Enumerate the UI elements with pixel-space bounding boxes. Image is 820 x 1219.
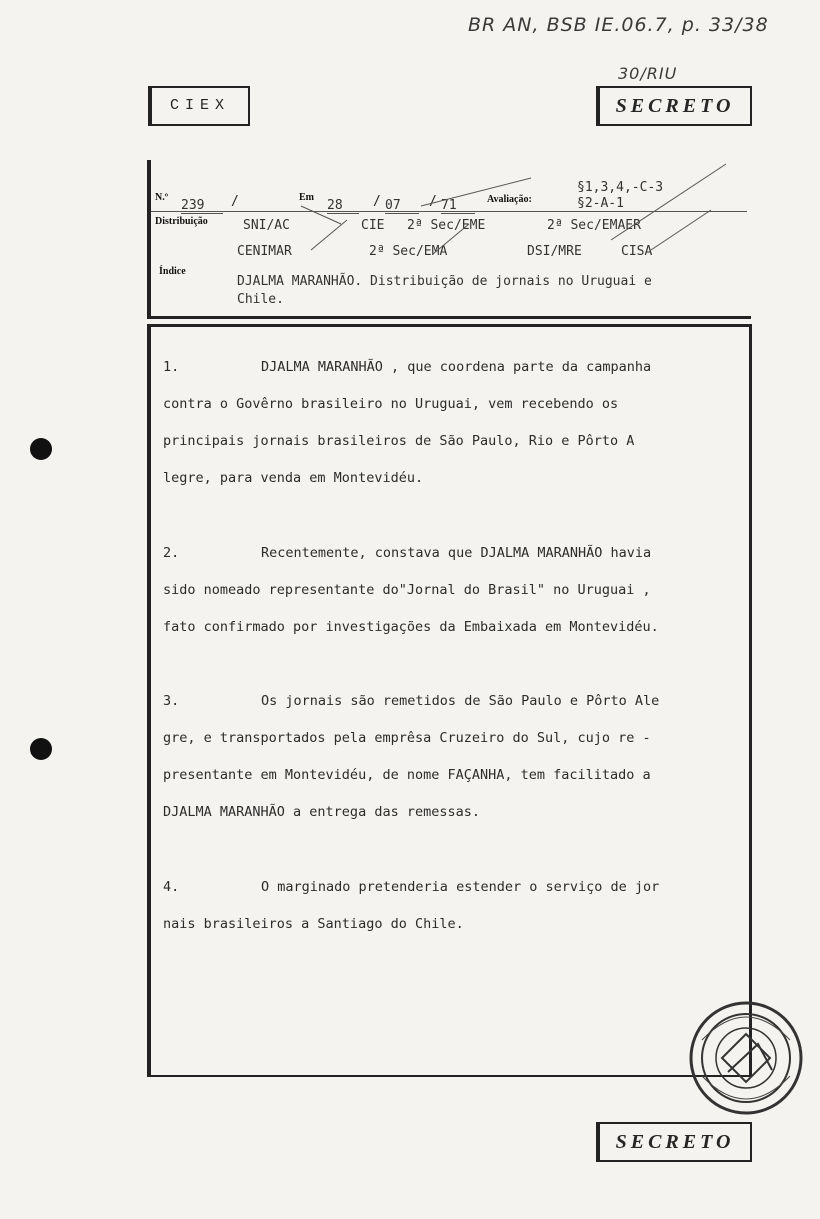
- paragraph-line: sido nomeado representante do"Jornal do Brasil" no Uruguai ,: [163, 582, 651, 598]
- dist-eme: 2ª Sec/EME: [407, 218, 486, 233]
- date-slash-1: /: [373, 194, 381, 209]
- paragraph-line: fato confirmado por investigações da Embaixada em Montevidéu.: [163, 619, 659, 635]
- paragraph-line: gre, e transportados pela emprêsa Cruzeiro do Sul, cujo re -: [163, 730, 651, 746]
- date-day: 28: [327, 198, 359, 214]
- date-year: 71: [441, 198, 475, 214]
- avaliacao-line-2: §2-A-1: [577, 196, 624, 211]
- paragraph-line: principais jornais brasileiros de São Paulo, Rio e Pôrto A: [163, 433, 635, 449]
- archive-reference: BR AN, BSB IE.06.7, p. 33/38: [468, 14, 769, 36]
- document-header: [147, 160, 751, 319]
- paragraph-4: [163, 869, 733, 943]
- numero-slash: /: [231, 194, 239, 209]
- paragraph-number: 3.: [163, 693, 180, 709]
- dist-cenimar: CENIMAR: [237, 244, 292, 259]
- indice-line-1: DJALMA MARANHÃO. Distribuição de jornais no Uruguai e: [237, 274, 652, 289]
- indice-line-2: Chile.: [237, 292, 284, 307]
- paragraph-line: presentante em Montevidéu, de nome FAÇANHA, tem facilitado a: [163, 767, 651, 783]
- dist-dsi: DSI/MRE: [527, 244, 582, 259]
- paragraph-line: DJALMA MARANHÃO a entrega das remessas.: [163, 804, 480, 820]
- paragraph-number: 2.: [163, 545, 180, 561]
- paragraph-line: legre, para venda em Montevidéu.: [163, 470, 424, 486]
- numero-value: 239: [181, 198, 223, 214]
- dist-ema: 2ª Sec/EMA: [369, 244, 448, 259]
- paragraph-line: Recentemente, constava que DJALMA MARANHÃO havia: [261, 545, 652, 561]
- paragraph-number: 1.: [163, 359, 180, 375]
- dist-sni: SNI/AC: [243, 218, 290, 233]
- punch-hole-bottom: [30, 738, 52, 760]
- archive-note: 30/RIU: [618, 64, 678, 83]
- paragraph-2: [163, 535, 733, 646]
- avaliacao-label: Avaliação:: [487, 194, 532, 205]
- paragraph-line: nais brasileiros a Santiago do Chile.: [163, 916, 464, 932]
- stamp-seal: [688, 1000, 804, 1116]
- numero-label: N.º: [155, 192, 169, 203]
- dist-emaer: 2ª Sec/EMAER: [547, 218, 641, 233]
- classification-top: SECRETO: [596, 86, 752, 126]
- paragraph-1: [163, 349, 733, 497]
- document-body: [147, 324, 752, 1077]
- paragraph-number: 4.: [163, 879, 180, 895]
- em-label: Em: [299, 192, 314, 203]
- paragraph-3: [163, 683, 733, 831]
- avaliacao-line-1: §1,3,4,-C-3: [577, 180, 664, 195]
- paragraph-line: contra o Govêrno brasileiro no Uruguai, vem recebendo os: [163, 396, 619, 412]
- classification-bottom: SECRETO: [596, 1122, 752, 1162]
- date-month: 07: [385, 198, 419, 214]
- paragraph-line: DJALMA MARANHÃO , que coordena parte da campanha: [261, 359, 652, 375]
- date-slash-2: /: [429, 194, 437, 209]
- distribuicao-label: Distribuição: [155, 216, 208, 227]
- indice-label: Índice: [159, 266, 186, 277]
- pen-strokes: [151, 160, 751, 316]
- punch-hole-top: [30, 438, 52, 460]
- paragraph-line: Os jornais são remetidos de São Paulo e Pôrto Ale: [261, 693, 660, 709]
- paragraph-line: O marginado pretenderia estender o serviço de jor: [261, 879, 660, 895]
- origin-label: CIEX: [148, 86, 250, 126]
- dist-cie: CIE: [361, 218, 385, 233]
- dist-cisa: CISA: [621, 244, 653, 259]
